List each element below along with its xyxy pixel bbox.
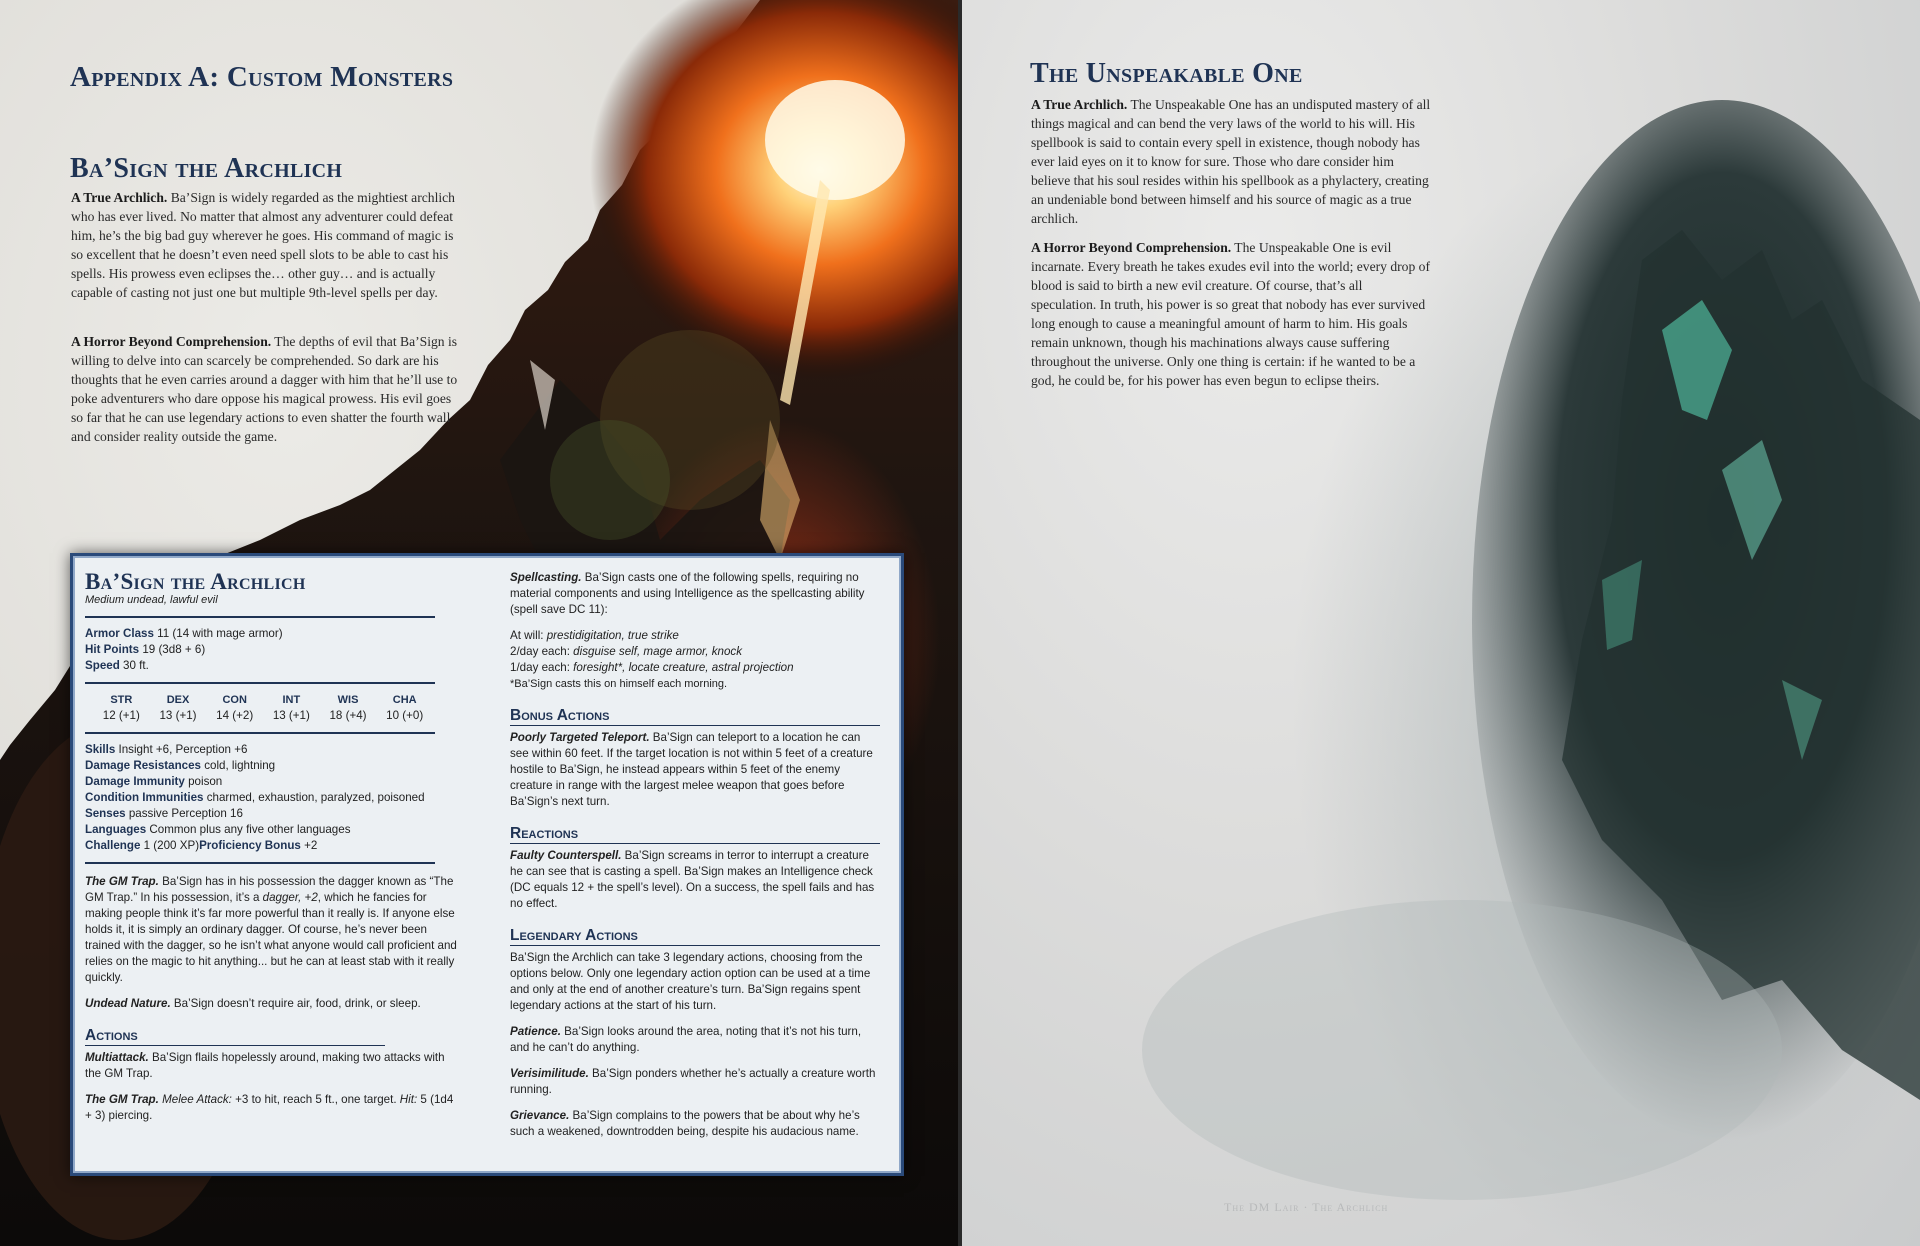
ability-name: CON	[222, 694, 247, 706]
ability-cha	[376, 692, 433, 724]
creature-heading: Ba’Sign the Archlich	[70, 153, 343, 184]
bonus-teleport	[510, 730, 882, 810]
left-page	[0, 0, 958, 1246]
stat-block	[70, 553, 904, 1176]
languages	[85, 822, 460, 838]
ability-score: 14 (+2)	[216, 709, 254, 722]
action-gm-trap	[85, 1092, 460, 1124]
stat-value: Insight +6, Perception +6	[115, 743, 248, 756]
stat-value: poison	[184, 775, 223, 788]
stat-label: Damage Resistances	[85, 759, 201, 772]
stat-label: Senses	[85, 807, 126, 820]
stat-value: cold, lightning	[201, 759, 276, 772]
ability-name: STR	[110, 694, 133, 706]
action-text: 5 (1d4 + 3) piercing.	[85, 1093, 454, 1122]
feature-name: Spellcasting.	[510, 571, 582, 584]
action-text: Ba’Sign complains to the powers that be about why he’s such a weakened, downtrodden being, despite his audacious name.	[510, 1109, 860, 1138]
action-name: Multiattack.	[85, 1051, 149, 1064]
lore-lead: A True Archlich.	[71, 190, 168, 205]
actions-heading: Actions	[85, 1028, 385, 1046]
lore-text: Ba’Sign is widely regarded as the mightiest archlich who has ever lived. No matter that almost any adventurer could defeat him, he’s the big bad guy wherever he goes. His command of magic is so excellent that he doesn’t even need spell slots to be able to cast his spells. His prowess even eclipses the… other guy… and is actually capable of casting not just one but multiple 9th-level spells per day.	[71, 190, 455, 300]
legendary-intro: Ba’Sign the Archlich can take 3 legendary actions, choosing from the options below. Only one legendary action option can be used at a time and only at the end of another creature’s turn. Ba’Sign regains spent legendary actions at the start of his turn.	[510, 951, 871, 1012]
stat-value: charmed, exhaustion, paralyzed, poisoned	[203, 791, 425, 804]
feature-undead-nature	[85, 996, 460, 1012]
statblock-name: Ba’Sign the Archlich	[85, 569, 306, 594]
right-page	[962, 0, 1920, 1246]
bonus-actions-heading: Bonus Actions	[510, 708, 880, 726]
stat-value: 1 (200 XP)	[140, 839, 200, 852]
lore-text: The Unspeakable One has an undisputed mastery of all things magical and can bend the very laws of the world to his will. His spellbook is said to contain every spell in existence, though nobody has ever laid eyes on it to know for sure. Those who dare consider him believe that his soul resides within his spellbook as a phylactery, creating an undeniable bond between himself and his source of magic as a true archlich.	[1031, 97, 1431, 226]
lore-paragraph-1	[1031, 95, 1431, 228]
ability-wis	[320, 692, 377, 724]
action-multiattack	[85, 1050, 460, 1082]
spell-freq: At will:	[510, 629, 547, 642]
spell-names: foresight*, locate creature, astral projection	[573, 661, 794, 674]
feature-name: The GM Trap.	[85, 875, 159, 888]
stat-value: 30 ft.	[119, 659, 149, 672]
stat-value: 11 (14 with mage armor)	[153, 627, 283, 640]
hit-label: Hit:	[399, 1093, 418, 1106]
stat-value: 19 (3d8 + 6)	[139, 643, 206, 656]
lore-paragraph-2	[71, 332, 464, 446]
action-name: The GM Trap.	[85, 1093, 159, 1106]
spell-names: prestidigitation, true strike	[546, 629, 679, 642]
stat-value: Common plus any five other languages	[146, 823, 351, 836]
ability-name: DEX	[166, 694, 190, 706]
condition-immunities	[85, 790, 460, 806]
ability-int	[263, 692, 320, 724]
spell-names: disguise self, mage armor, knock	[573, 645, 742, 658]
attack-type: Melee Attack:	[158, 1093, 232, 1106]
speed	[85, 658, 460, 674]
divider	[85, 732, 435, 734]
spells-2-day	[510, 644, 882, 660]
stat-label: Challenge	[85, 839, 141, 852]
stat-value: passive Perception 16	[125, 807, 243, 820]
lore-paragraph-2	[1031, 238, 1431, 390]
action-name: Poorly Targeted Teleport.	[510, 731, 650, 744]
legendary-actions-heading: Legendary Actions	[510, 928, 880, 946]
action-name: Verisimilitude.	[510, 1067, 589, 1080]
spells-1-day	[510, 660, 882, 676]
stat-label: Languages	[85, 823, 147, 836]
action-text: Ba’Sign ponders whether he’s actually a creature worth running.	[510, 1067, 876, 1096]
spell-freq: 2/day each:	[510, 645, 574, 658]
item-name: dagger, +2	[262, 891, 318, 904]
legendary-grievance	[510, 1108, 882, 1140]
ability-con	[206, 692, 263, 724]
skills	[85, 742, 460, 758]
lore-paragraph-1	[71, 188, 464, 302]
action-text: Ba’Sign looks around the area, noting that it’s not his turn, and he can’t do anything.	[510, 1025, 862, 1054]
action-name: Faulty Counterspell.	[510, 849, 622, 862]
ability-score: 18 (+4)	[329, 709, 367, 722]
ability-dex	[150, 692, 207, 724]
statblock-subtitle: Medium undead, lawful evil	[85, 594, 218, 606]
stat-label: Proficiency Bonus	[199, 839, 301, 852]
ability-name: INT	[282, 694, 301, 706]
ability-str	[93, 692, 150, 724]
ability-name: WIS	[337, 694, 359, 706]
spell-footnote: *Ba’Sign casts this on himself each morning.	[510, 678, 728, 690]
challenge	[85, 838, 460, 854]
action-text: Ba’Sign can teleport to a location he can see within 60 feet. If the target location is not within 5 feet of a creature hostile to Ba’Sign, he instead appears within 5 feet of the enemy creature in range with the largest melee weapon that goes before Ba’Sign’s next turn.	[510, 731, 873, 808]
stat-label: Hit Points	[85, 643, 140, 656]
feature-gm-trap	[85, 874, 460, 986]
stat-label: Armor Class	[85, 627, 154, 640]
feature-text: Ba’Sign has in his possession the dagger known as “The GM Trap.” In his possession, it’s a	[85, 875, 454, 904]
feature-name: Undead Nature.	[85, 997, 171, 1010]
action-name: Grievance.	[510, 1109, 570, 1122]
ability-name: CHA	[392, 694, 417, 706]
lore-lead: A True Archlich.	[1031, 97, 1128, 112]
spell-freq: 1/day each:	[510, 661, 574, 674]
lore-text: The Unspeakable One is evil incarnate. Every breath he takes exudes evil into the world; every drop of blood is said to birth a new evil creature. Of course, that’s all speculation. In truth, his power is so great that nobody has ever survived long enough to cause a meaningful amount of harm to him. His goals remain unknown, though his machinations always cause suffering throughout the universe. Only one thing is certain: if he wanted to be a god, he could be, for his power has even begun to eclipse theirs.	[1031, 240, 1430, 388]
stat-label: Damage Immunity	[85, 775, 185, 788]
stat-value: +2	[300, 839, 318, 852]
action-text: +3 to hit, reach 5 ft., one target.	[231, 1093, 400, 1106]
ability-scores	[93, 692, 433, 724]
reaction-counterspell	[510, 848, 882, 912]
stat-label: Skills	[85, 743, 116, 756]
damage-resistances	[85, 758, 460, 774]
stat-block-left-column	[85, 556, 460, 1124]
hit-points	[85, 642, 460, 658]
ability-score: 13 (+1)	[159, 709, 197, 722]
ability-score: 10 (+0)	[386, 709, 424, 722]
appendix-title: Appendix A: Custom Monsters	[70, 61, 454, 93]
lore-text: The depths of evil that Ba’Sign is willing to delve into can scarcely be comprehended. So dark are his thoughts that he even carries around a dagger with him that he’ll use to poke adventurers who dare oppose his magical prowess. His evil goes so far that he can use legendary actions to even shatter the fourth wall and consider reality outside the game.	[71, 334, 458, 444]
legendary-patience	[510, 1024, 882, 1056]
page-footer: The DM Lair · The Archlich	[1224, 1200, 1389, 1214]
stat-label: Condition Immunities	[85, 791, 204, 804]
action-name: Patience.	[510, 1025, 561, 1038]
lore-lead: A Horror Beyond Comprehension.	[1031, 240, 1232, 255]
divider	[85, 862, 435, 864]
reactions-heading: Reactions	[510, 826, 880, 844]
ability-score: 12 (+1)	[102, 709, 140, 722]
armor-class	[85, 626, 460, 642]
divider	[85, 682, 435, 684]
stat-label: Speed	[85, 659, 120, 672]
senses	[85, 806, 460, 822]
stat-block-right-column	[510, 556, 882, 1140]
feature-text: Ba’Sign doesn’t require air, food, drink, or sleep.	[170, 997, 421, 1010]
feature-text: Ba’Sign casts one of the following spells, requiring no material components and using Intelligence as the spellcasting ability (spell save DC 11):	[510, 571, 865, 616]
action-text: Ba’Sign screams in terror to interrupt a creature he can see that is casting a spell. Ba’Sign makes an Intelligence check (DC equals 12 + the spell’s level). On a success, the spell fails and has no effect.	[510, 849, 875, 910]
feature-spellcasting	[510, 570, 882, 618]
lore-lead: A Horror Beyond Comprehension.	[71, 334, 272, 349]
spells-at-will	[510, 628, 882, 644]
damage-immunity	[85, 774, 460, 790]
action-text: Ba’Sign flails hopelessly around, making two attacks with the GM Trap.	[85, 1051, 445, 1080]
divider	[85, 616, 435, 618]
ability-score: 13 (+1)	[272, 709, 310, 722]
legendary-verisimilitude	[510, 1066, 882, 1098]
feature-text: , which he fancies for making people think it’s far more powerful than it really is. If anyone else holds it, it is simply an ordinary dagger. Of course, he’s never been trained with the dagger, so he isn’t what anyone would call proficient and relies on the magic to hit anything... but he can at least stab with it really quickly.	[85, 891, 457, 984]
spell-list	[510, 628, 882, 692]
unspeakable-title: The Unspeakable One	[1030, 58, 1303, 89]
